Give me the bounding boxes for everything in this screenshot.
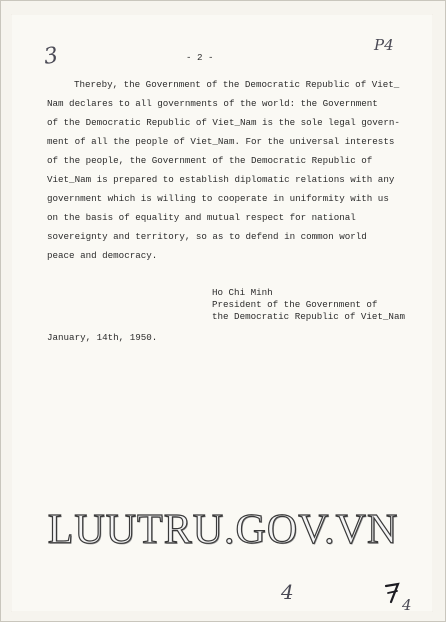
document-date: January, 14th, 1950. — [47, 332, 158, 343]
paragraph-line: government which is willing to cooperate in uniformity with us — [47, 193, 389, 204]
handwritten-number-top-left: 3 — [42, 43, 60, 70]
paragraph-line: Nam declares to all governments of the world: the Government — [47, 98, 378, 109]
handwritten-number-bottom: 4 — [281, 580, 294, 604]
paragraph-line: sovereignty and territory, so as to defend in common world — [47, 231, 367, 242]
paragraph-line: peace and democracy. — [47, 250, 158, 261]
handwritten-page-ref-top-right: P4 — [374, 36, 394, 54]
signature-title: the Democratic Republic of Viet_Nam — [212, 311, 405, 322]
handwritten-number-bottom-right: 4 — [402, 596, 412, 614]
watermark: LUUTRU.GOV.VN — [47, 507, 399, 553]
paragraph-line: of the people, the Government of the Democratic Republic of — [47, 155, 373, 166]
paragraph-line: Thereby, the Government of the Democratic Republic of Viet_ — [74, 79, 400, 90]
paragraph-line: Viet_Nam is prepared to establish diplomatic relations with any — [47, 174, 395, 185]
paragraph-line: ment of all the people of Viet_Nam. For the universal interests — [47, 136, 395, 147]
paragraph-line: on the basis of equality and mutual respect for national — [47, 212, 356, 223]
signature-name: Ho Chi Minh — [212, 287, 273, 298]
paragraph-line: of the Democratic Republic of Viet_Nam is the sole legal govern- — [47, 117, 400, 128]
signature-title: President of the Government of — [212, 299, 378, 310]
page-number: - 2 - — [186, 52, 214, 63]
